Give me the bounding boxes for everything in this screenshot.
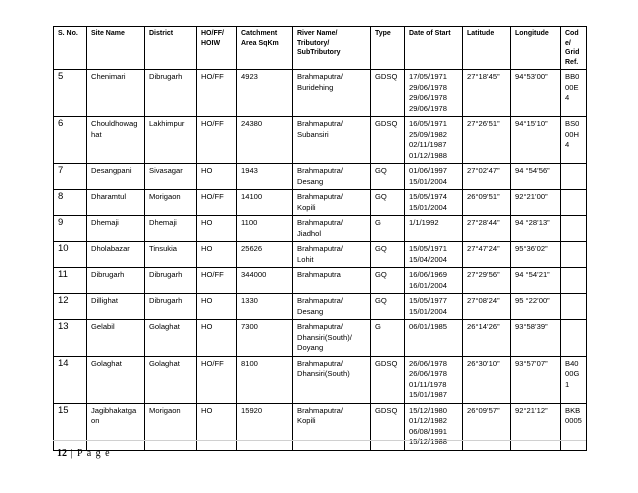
column-header: Date of Start <box>405 27 463 70</box>
table-cell: Dibrugarh <box>145 70 197 117</box>
table-cell: 26°30’10” <box>463 356 511 403</box>
table-cell: HO/FF <box>197 356 237 403</box>
table-cell: Brahmaputra/ Desang <box>293 294 371 320</box>
table-cell: 27°28’44” <box>463 216 511 242</box>
table-cell: 27°29’56” <box>463 268 511 294</box>
table-row <box>54 320 587 357</box>
table-cell: 94°15’10” <box>511 117 561 164</box>
table-cell: Dharamtul <box>87 190 145 216</box>
table-cell: 1330 <box>237 294 293 320</box>
table-cell: GQ <box>371 268 405 294</box>
table-cell: GDSQ <box>371 70 405 117</box>
table-cell: 9 <box>54 216 87 242</box>
table-cell: 7 <box>54 164 87 190</box>
table-cell: 27°08’24” <box>463 294 511 320</box>
column-header: Longitude <box>511 27 561 70</box>
table-row <box>54 294 587 320</box>
table-cell: Morigaon <box>145 190 197 216</box>
table-row <box>54 164 587 190</box>
table-cell: HO <box>197 216 237 242</box>
table-cell: GQ <box>371 242 405 268</box>
table-cell: GQ <box>371 294 405 320</box>
table-cell: 344000 <box>237 268 293 294</box>
table-row <box>54 216 587 242</box>
table-cell: Dholabazar <box>87 242 145 268</box>
table-cell <box>561 216 587 242</box>
table-row <box>54 190 587 216</box>
table-cell: Brahmaputra <box>293 268 371 294</box>
table-cell: 15/05/1974 15/01/2004 <box>405 190 463 216</box>
table-cell: 14 <box>54 356 87 403</box>
footer-divider <box>53 440 586 441</box>
table-cell: Desangpani <box>87 164 145 190</box>
table-cell: 06/01/1985 <box>405 320 463 357</box>
table-cell: 01/06/1997 15/01/2004 <box>405 164 463 190</box>
table-cell: B4000G1 <box>561 356 587 403</box>
table-cell: 92°21’12” <box>511 403 561 450</box>
table-cell: Morigaon <box>145 403 197 450</box>
header-row <box>54 27 587 70</box>
footer-separator: | <box>67 448 78 459</box>
table-cell: Dillighat <box>87 294 145 320</box>
column-header: Catchment Area SqKm <box>237 27 293 70</box>
page-footer <box>57 448 111 459</box>
table-cell: 15/05/1977 15/01/2004 <box>405 294 463 320</box>
table-cell: Dibrugarh <box>145 268 197 294</box>
table-cell: GDSQ <box>371 356 405 403</box>
table-cell: Brahmaputra/ Lohit <box>293 242 371 268</box>
table-cell: GDSQ <box>371 403 405 450</box>
table-cell: BS000H4 <box>561 117 587 164</box>
table-cell: 1/1/1992 <box>405 216 463 242</box>
table-cell: HO <box>197 320 237 357</box>
table-cell: 94 °54’56” <box>511 164 561 190</box>
table-row <box>54 70 587 117</box>
table-cell: G <box>371 216 405 242</box>
table-cell <box>561 294 587 320</box>
table-cell: GDSQ <box>371 117 405 164</box>
column-header: Latitude <box>463 27 511 70</box>
table-cell <box>561 320 587 357</box>
table-cell: Brahmaputra/ Desang <box>293 164 371 190</box>
column-header: Code/ Grid Ref. <box>561 27 587 70</box>
table-cell: 15/12/1980 01/12/1982 06/08/1991 15/12/1988 <box>405 403 463 450</box>
table-cell: 95 °22’00” <box>511 294 561 320</box>
table-row <box>54 356 587 403</box>
table-cell: 93°57’07” <box>511 356 561 403</box>
table-cell: G <box>371 320 405 357</box>
table-cell: 12 <box>54 294 87 320</box>
table-cell: 8 <box>54 190 87 216</box>
table-cell: GQ <box>371 164 405 190</box>
table-cell: Golaghat <box>145 356 197 403</box>
table-cell: Dibrugarh <box>87 268 145 294</box>
table-row <box>54 242 587 268</box>
column-header: River Name/ Tributory/ SubTributory <box>293 27 371 70</box>
column-header: Site Name <box>87 27 145 70</box>
table-row <box>54 403 587 450</box>
table-cell: 26°14’26” <box>463 320 511 357</box>
table-cell: HO <box>197 164 237 190</box>
table-cell: 26/06/1978 26/06/1978 01/11/1978 15/01/1987 <box>405 356 463 403</box>
table-cell: 27°02’47” <box>463 164 511 190</box>
table-cell: Lakhimpur <box>145 117 197 164</box>
table-cell: 27°18’45” <box>463 70 511 117</box>
table-cell: 10 <box>54 242 87 268</box>
table-cell: HO <box>197 294 237 320</box>
column-header: District <box>145 27 197 70</box>
table-cell: 5 <box>54 70 87 117</box>
table-cell: Golaghat <box>145 320 197 357</box>
table-cell: BB000E4 <box>561 70 587 117</box>
table-cell: 14100 <box>237 190 293 216</box>
table-cell: 93°58’39” <box>511 320 561 357</box>
table-cell: Brahmaputra/ Dhansiri(South)/ Doyang <box>293 320 371 357</box>
table-cell: 8100 <box>237 356 293 403</box>
table-cell: 17/05/1971 29/06/1978 29/06/1978 29/06/1978 <box>405 70 463 117</box>
table-cell: 7300 <box>237 320 293 357</box>
table-cell: HO <box>197 242 237 268</box>
table-cell: 94 °54’21” <box>511 268 561 294</box>
table-cell: Dhemaji <box>87 216 145 242</box>
site-table <box>53 26 587 451</box>
table-cell <box>561 242 587 268</box>
table-cell: 25626 <box>237 242 293 268</box>
table-cell: 13 <box>54 320 87 357</box>
table-cell: Brahmaputra/ Jiadhol <box>293 216 371 242</box>
table-cell <box>561 268 587 294</box>
table-cell: 16/05/1971 25/09/1982 02/11/1987 01/12/1988 <box>405 117 463 164</box>
table-cell: Golaghat <box>87 356 145 403</box>
table-cell: 95°36’02” <box>511 242 561 268</box>
page-word: P a g e <box>77 448 111 459</box>
table-cell: 15920 <box>237 403 293 450</box>
table-cell: 1943 <box>237 164 293 190</box>
table-cell: HO/FF <box>197 70 237 117</box>
table-cell: 6 <box>54 117 87 164</box>
table-cell: 94 °28’13” <box>511 216 561 242</box>
table-cell: Gelabil <box>87 320 145 357</box>
table-cell: Dhemaji <box>145 216 197 242</box>
table-cell: Brahmaputra/ Kopili <box>293 403 371 450</box>
table-cell: 4923 <box>237 70 293 117</box>
table-row <box>54 117 587 164</box>
table-cell: HO <box>197 403 237 450</box>
table-cell: GQ <box>371 190 405 216</box>
table-cell: 92°21’00” <box>511 190 561 216</box>
table-cell: Jagibhakatgaon <box>87 403 145 450</box>
table-row <box>54 268 587 294</box>
table-cell: HO/FF <box>197 190 237 216</box>
table-cell: 1100 <box>237 216 293 242</box>
table-cell: HO/FF <box>197 268 237 294</box>
table-body <box>54 70 587 451</box>
column-header: Type <box>371 27 405 70</box>
table-cell: Brahmaputra/ Dhansiri(South) <box>293 356 371 403</box>
table-cell: Sivasagar <box>145 164 197 190</box>
table-cell: 26°09’57” <box>463 403 511 450</box>
table-cell: Tinsukia <box>145 242 197 268</box>
page-number: 12 <box>57 448 67 459</box>
table-cell <box>561 164 587 190</box>
table-cell: 27°26’51” <box>463 117 511 164</box>
table-cell: Chouldhowaghat <box>87 117 145 164</box>
table-cell: 27°47’24” <box>463 242 511 268</box>
column-header: S. No. <box>54 27 87 70</box>
table-cell <box>561 190 587 216</box>
table-cell: 16/06/1969 16/01/2004 <box>405 268 463 294</box>
table-cell: Brahmaputra/ Buridehing <box>293 70 371 117</box>
table-cell: 15 <box>54 403 87 450</box>
table-cell: BKB0005 <box>561 403 587 450</box>
column-header: HO/FF/ HOIW <box>197 27 237 70</box>
table-cell: Dibrugarh <box>145 294 197 320</box>
table-cell: Brahmaputra/ Subansiri <box>293 117 371 164</box>
table-cell: 24380 <box>237 117 293 164</box>
table-cell: 94°53’00” <box>511 70 561 117</box>
table-cell: Brahmaputra/ Kopili <box>293 190 371 216</box>
table-cell: 11 <box>54 268 87 294</box>
table-cell: 26°09’51” <box>463 190 511 216</box>
table-cell: 15/05/1971 15/04/2004 <box>405 242 463 268</box>
table-cell: HO/FF <box>197 117 237 164</box>
table-cell: Chenimari <box>87 70 145 117</box>
